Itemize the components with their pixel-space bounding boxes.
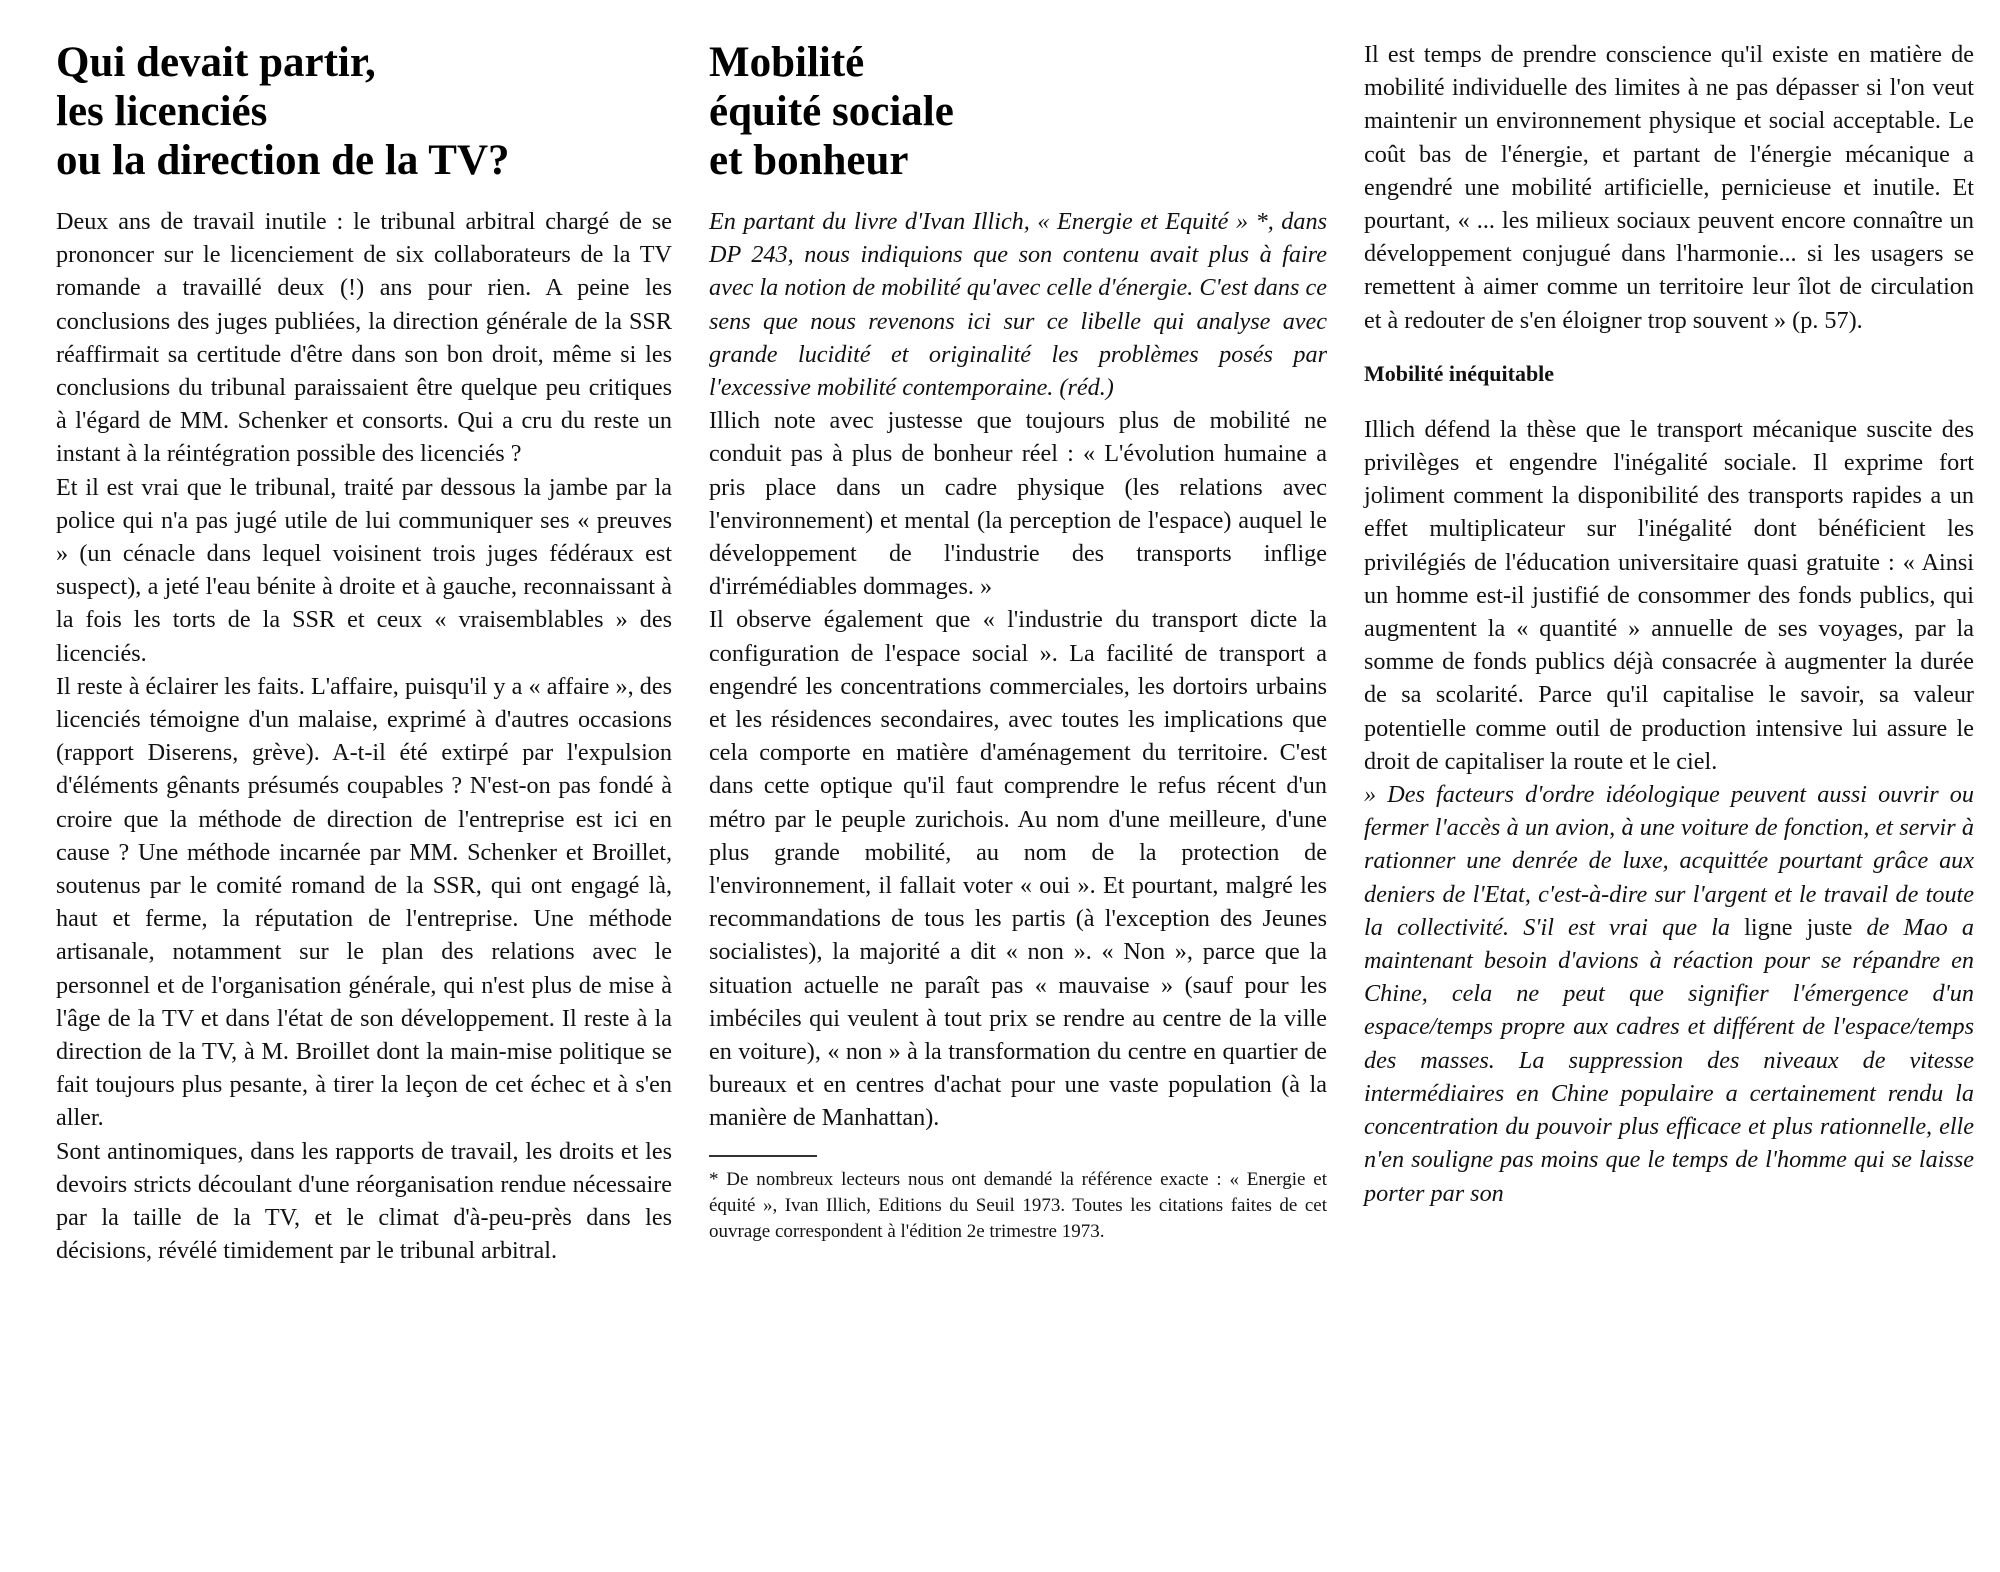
body-paragraph: Il observe également que « l'industrie du transport dicte la configuration de l'espace social ». La facilité de transport a engendré les concentrations commerciales, les dortoirs urbains et les résidences secondaires, avec toutes les implications que cela comporte en matière d'aménagement du territoire. C'est dans cette optique qu'il faut comprendre le refus récent d'un métro par le peuple zurichois. Au nom d'une meilleure, d'une plus grande mobilité, au nom de la protection de l'environnement, il fallait voter « oui ». Et pourtant, malgré les recommandations de tous les partis (à l'exception des Jeunes socialistes), la majorité a dit « non ». « Non », parce que la situation actuelle ne paraît pas « mauvaise » (sauf pour les imbéciles qui veulent à tout prix se rendre au centre de la ville en voiture), « non » à la transformation du centre en quartier de bureaux et en centres d'achat pour une vaste population (à la manière de Manhattan). [709,606,1327,1132]
title-line: et bonheur [709,137,909,184]
body-paragraph: Sont antinomiques, dans les rapports de travail, les droits et les devoirs stricts découlant d'une réorganisation rendue nécessaire par la taille de la TV, et le climat d'à-peu-près dans les décisions, révélé timidement par le tribunal arbitral. [56,1137,672,1265]
article-mobility-continued-column [1364,38,1974,1210]
title-line: équité sociale [709,88,954,135]
body-paragraph: Et il est vrai que le tribunal, traité par dessous la jambe par la police qui n'a pas jugé utile de lui communiquer ses « preuves » (un cénacle dans lequel voisinent trois juges fédéraux est suspect), a jeté l'eau bénite à droite et à gauche, reconnaissant à la fois les torts de la SSR et ceux « vraisemblables » des licenciés. [56,473,672,667]
quote-paragraph [1364,778,1974,1210]
footnote: * De nombreux lecteurs nous ont demandé la référence exacte : « Energie et équité », Ivan Illich, Editions du Seuil 1973. Toutes les citations faites de cet ouvrage correspondent à l'édition 2e trimestre 1973. [709,1168,1327,1242]
quote-text-roman: ligne juste [1744,913,1853,941]
body-paragraph: Deux ans de travail inutile : le tribunal arbitral chargé de se prononcer sur le licenciement de six collaborateurs de la TV romande a travaillé deux (!) ans pour rien. A peine les conclusions des juges publiées, la direction générale de la SSR réaffirmait sa certitude d'être dans son bon droit, même si les conclusions du tribunal paraissaient être quelque peu critiques à l'égard de MM. Schenker et consorts. Qui a cru du reste un instant à la réintégration possible des licenciés ? [56,208,672,468]
editorial-intro: En partant du livre d'Ivan Illich, « Energie et Equité » *, dans DP 243, nous indiquions que son contenu avait plus à faire avec la notion de mobilité qu'avec celle d'énergie. C'est dans ce sens que nous revenons ici sur ce libelle qui analyse avec grande lucidité et originalité les problèmes posés par l'excessive mobilité contemporaine. (réd.) [709,208,1327,402]
article-mobility-column [709,38,1327,1245]
footnote-divider [709,1155,817,1157]
quote-text-italic: » Des facteurs d'ordre idéologique peuvent aussi ouvrir ou fermer l'accès à un avion, à une voiture de fonction, et servir à rationner une denrée de luxe, acquittée pourtant grâce aux deniers de l'Etat, c'est-à-dire sur l'argent et le travail de toute la collectivité. S'il est vrai que la [1364,781,1974,941]
title-line: les licenciés [56,88,268,135]
quote-text-italic: de Mao a maintenant besoin d'avions à réaction pour se répandre en Chine, cela ne peut que signifier l'émergence d'un espace/temps propre aux cadres et différent de l'espace/temps des masses. La suppression des niveaux de vitesse intermédiaires en Chine populaire a certainement rendu la concentration du pouvoir plus efficace et plus rationnelle, elle n'en souligne pas moins que le temps de l'homme qui se laisse porter par son [1364,913,1974,1207]
article-mobility-title [709,38,1327,185]
body-paragraph: Il est temps de prendre conscience qu'il existe en matière de mobilité individuelle des limites à ne pas dépasser si l'on veut maintenir un environnement physique et social acceptable. Le coût bas de l'énergie, et partant de l'énergie mécanique a engendré une mobilité artificielle, pernicieuse et inutile. Et pourtant, « ... les milieux sociaux peuvent encore connaître un développement conjugué dans l'harmonie... si les usagers se remettent à aimer comme un territoire leur îlot de circulation et à redouter de s'en éloigner trop souvent » (p. 57). [1364,41,1974,334]
article-tv-column [56,38,672,1268]
article-tv-title [56,38,672,185]
body-paragraph: Il reste à éclairer les faits. L'affaire, puisqu'il y a « affaire », des licenciés témoigne d'un malaise, exprimé à d'autres occasions (rapport Diserens, grève). A-t-il été extirpé par l'expulsion d'éléments gênants présumés coupables ? N'est-on pas fondé à croire que la méthode de direction de l'entreprise est ici en cause ? Une méthode incarnée par MM. Schenker et Broillet, soutenus par le comité romand de la SSR, qui ont engagé là, haut et ferme, la réputation de l'entreprise. Une méthode artisanale, notamment sur le plan des relations avec le personnel et de l'organisation générale, qui n'est plus de mise à l'âge de la TV et dans l'état de son développement. Il reste à la direction de la TV, à M. Broillet dont la main-mise politique se fait toujours plus pesante, à tirer la leçon de cet échec et à s'en aller. [56,672,672,1132]
section-subheading: Mobilité inéquitable [1364,360,1555,386]
body-paragraph: Illich défend la thèse que le transport mécanique suscite des privilèges et engendre l'inégalité sociale. Il exprime fort joliment comment la disponibilité des transports rapides a un effet multiplicateur sur l'inégalité dont bénéficient les privilégiés de l'éducation universitaire quasi gratuite : « Ainsi un homme est-il justifié de consommer des fonds publics, qui augmentent la « quantité » annuelle de ses voyages, par la somme de fonds publics déjà consacrée à augmenter la durée de sa scolarité. Parce qu'il capitalise le savoir, sa valeur potentielle comme outil de production intensive lui assure le droit de capitaliser la route et le ciel. [1364,415,1974,775]
title-line: Qui devait partir, [56,39,376,86]
title-line: Mobilité [709,39,865,86]
title-line: ou la direction de la TV? [56,137,510,184]
body-paragraph: Illich note avec justesse que toujours plus de mobilité ne conduit pas à plus de bonheur réel : « L'évolution humaine a pris place dans un cadre physique (les relations avec l'environnement) et mental (la perception de l'espace) auquel le développement de l'industrie des transports inflige d'irrémédiables dommages. » [709,407,1327,601]
